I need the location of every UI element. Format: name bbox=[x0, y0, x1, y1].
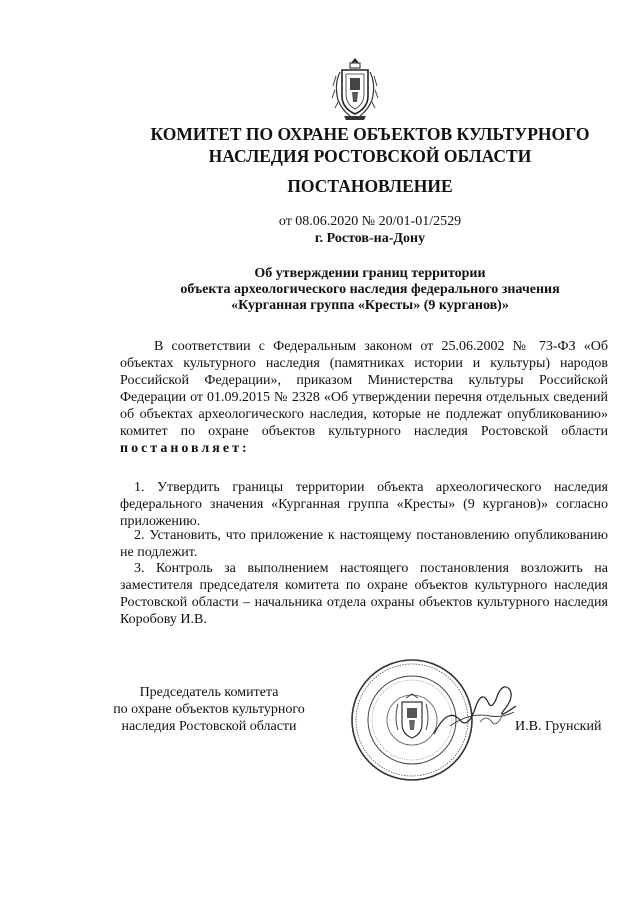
document-subject bbox=[120, 266, 620, 314]
decision-item-3: 3. Контроль за выполнением настоящего постановления возложить на заместителя председателя комитета по охране объектов культурного наследия Ростовской области – начальника отдела охраны объектов культурного наследия Коробову И.В. bbox=[120, 561, 608, 627]
document-type: ПОСТАНОВЛЕНИЕ bbox=[287, 176, 453, 196]
decision-item-2: 2. Установить, что приложение к настоящему постановлению опубликованию не подлежит. bbox=[120, 528, 608, 560]
signer-title-line2: по охране объектов культурного bbox=[113, 702, 305, 717]
intro-paragraph bbox=[120, 338, 608, 457]
decree-word: постановляет: bbox=[120, 441, 250, 456]
intro-text: В соответствии с Федеральным законом от 25.06.2002 № 73-ФЗ «Об объектах культурного наследия (памятниках истории и культуры) народов Российской Федерации», приказом Министерства культуры Российской Федерации от 01.09.2015 № 2328 «Об утверждении перечня отдельных сведений об объектах археологического наследия, которые не подлежат опубликованию» комитет по охране объектов культурного наследия Ростовской области bbox=[120, 339, 608, 439]
signer-title bbox=[78, 684, 340, 735]
subject-line3: «Курганная группа «Кресты» (9 курганов)» bbox=[231, 298, 509, 313]
coat-of-arms-icon bbox=[330, 56, 380, 122]
handwritten-signature bbox=[430, 676, 520, 746]
document-date-number: от 08.06.2020 № 20/01-01/2529 bbox=[278, 214, 462, 229]
decision-item-1: 1. Утвердить границы территории объекта археологического наследия федерального значения «Курганная группа «Кресты» (9 курганов)» согласно приложению. bbox=[120, 480, 608, 529]
document-city: г. Ростов-на-Дону bbox=[314, 231, 426, 246]
organization-name bbox=[120, 123, 620, 167]
subject-line2: объекта археологического наследия федерального значения bbox=[180, 282, 560, 297]
signer-title-line1: Председатель комитета bbox=[139, 685, 279, 700]
organization-name-line2: НАСЛЕДИЯ РОСТОВСКОЙ ОБЛАСТИ bbox=[208, 146, 532, 166]
signer-name: И.В. Грунский bbox=[515, 719, 602, 734]
organization-name-line1: КОМИТЕТ ПО ОХРАНЕ ОБЪЕКТОВ КУЛЬТУРНОГО bbox=[150, 124, 590, 144]
signer-title-line3: наследия Ростовской области bbox=[121, 719, 297, 734]
subject-line1: Об утверждении границ территории bbox=[254, 266, 486, 281]
